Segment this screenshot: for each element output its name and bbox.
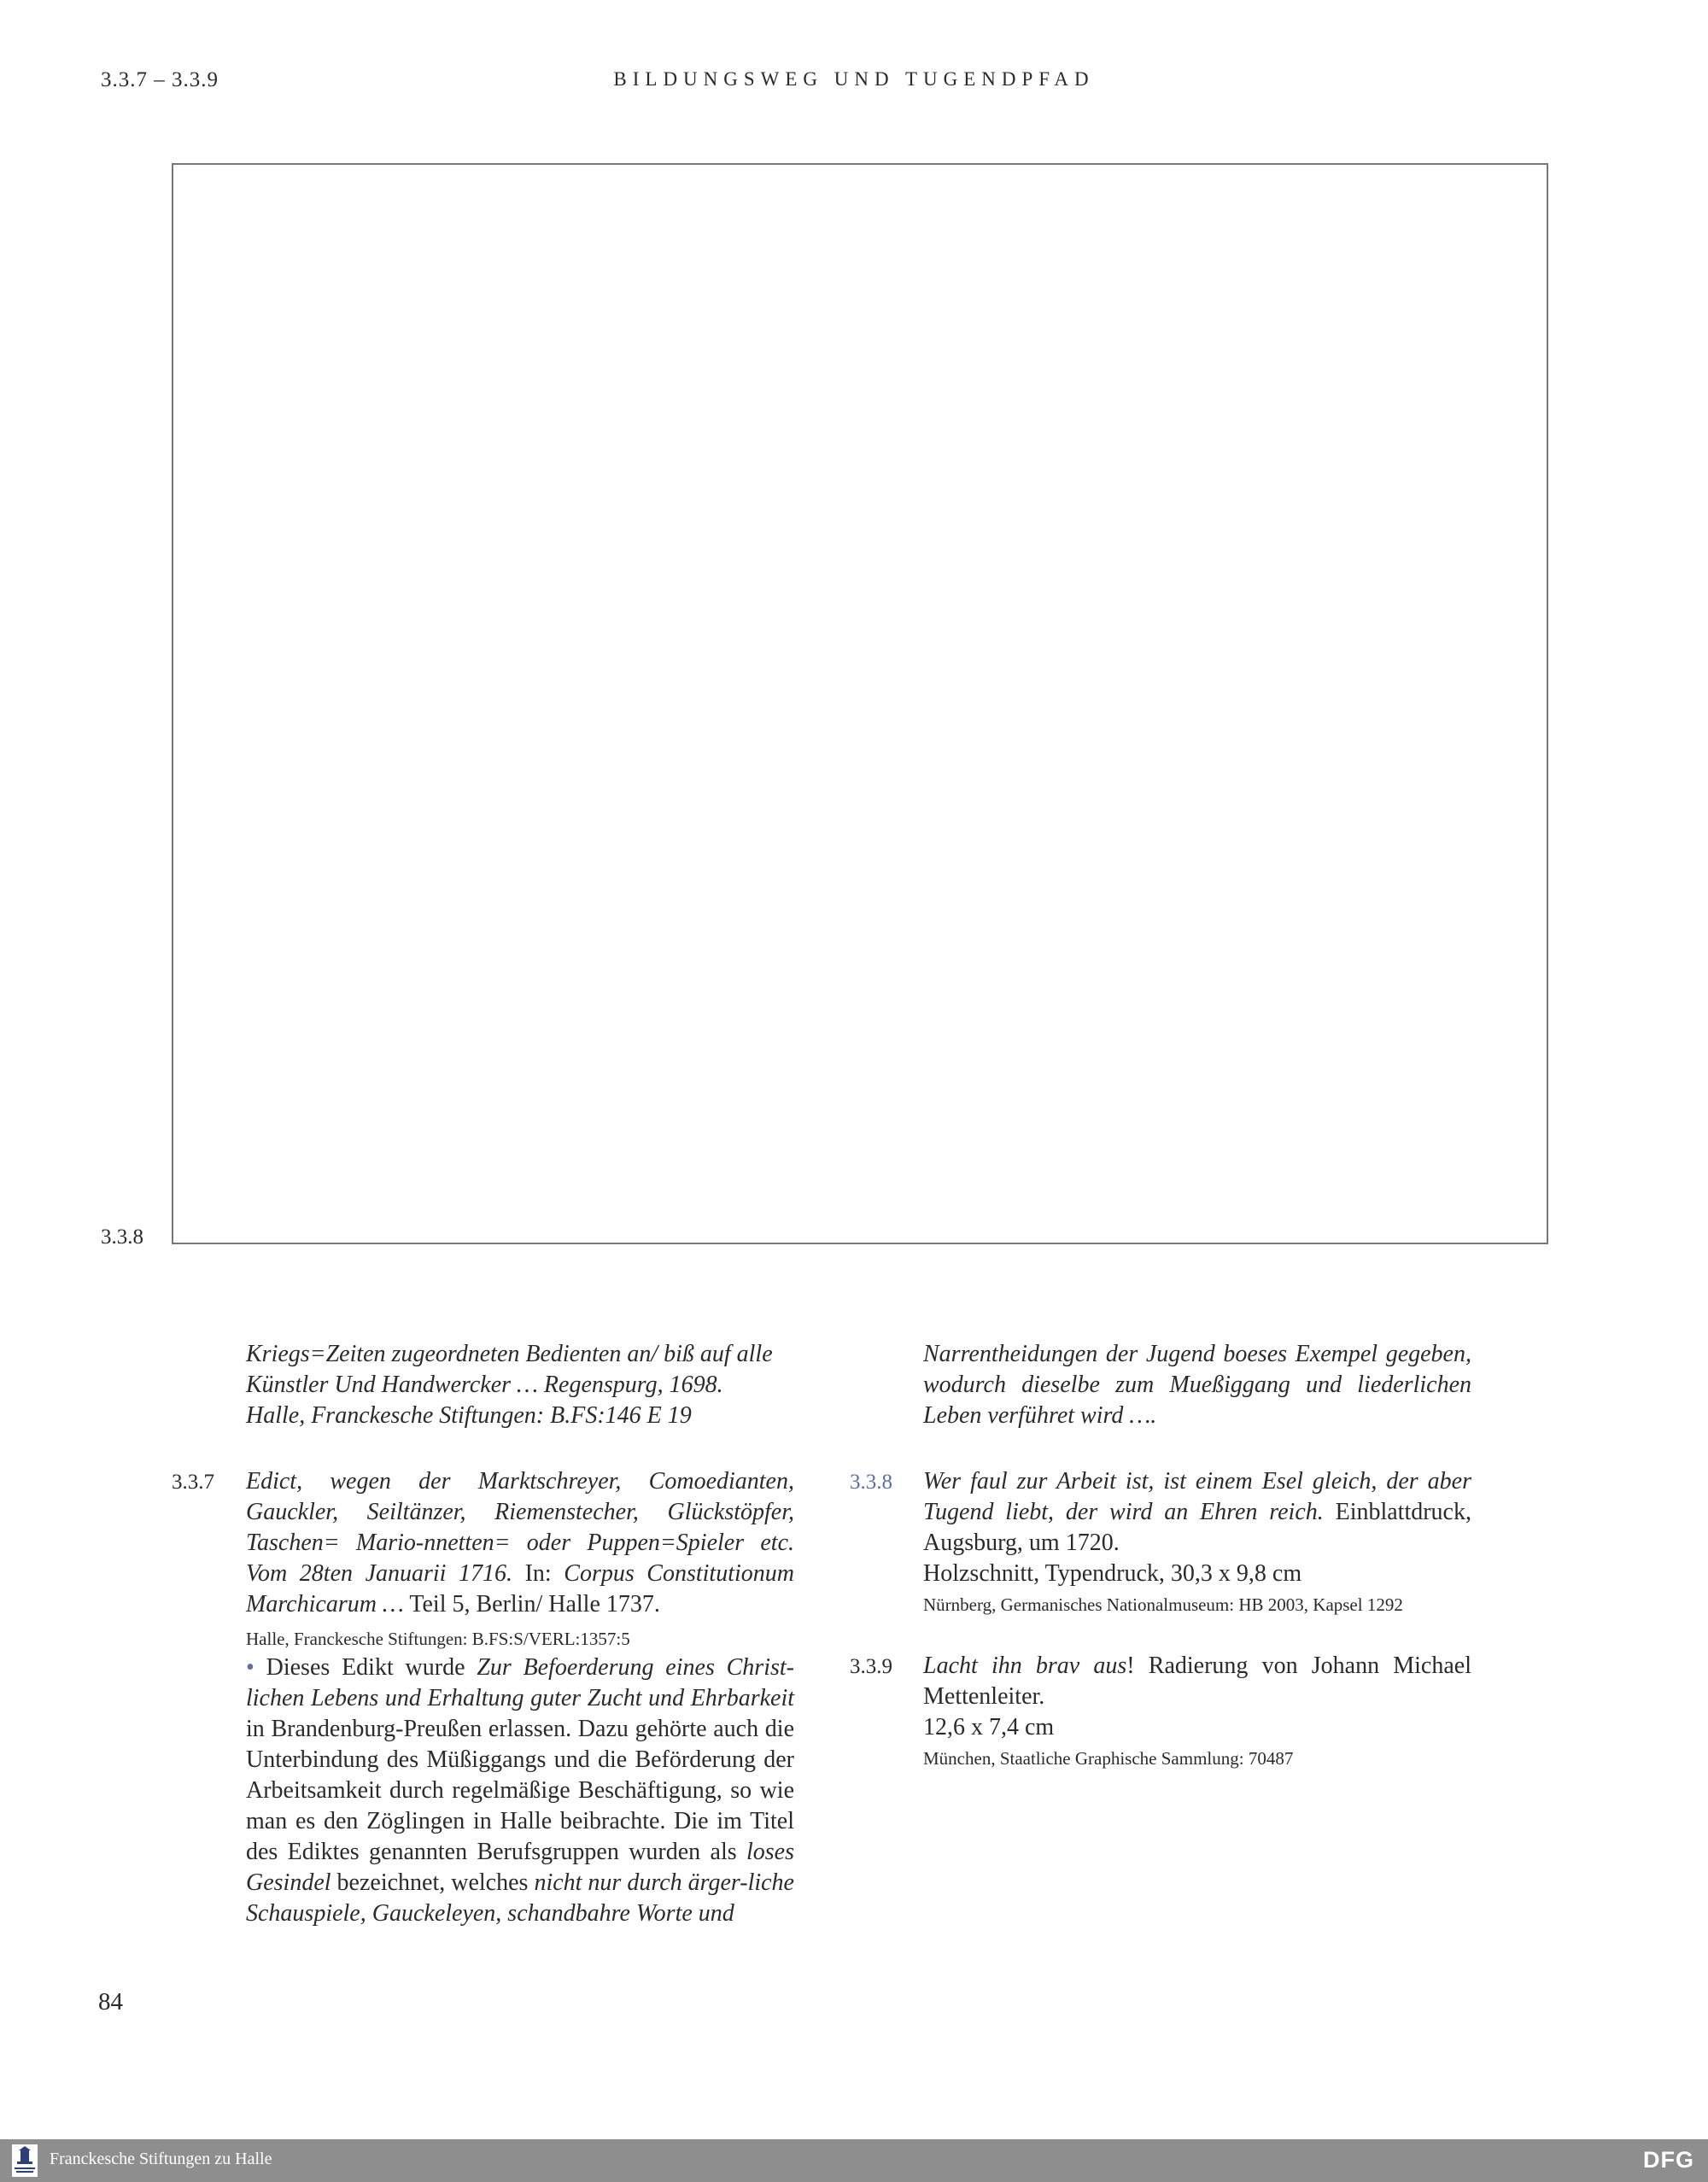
entry-337-corpus: Corpus Constitutionum Marchicarum … — [246, 1560, 794, 1617]
entry-337-source: Halle, Franckesche Stiftungen: B.FS:S/VERL:1357:5 — [246, 1629, 630, 1649]
institution-logo-icon — [12, 2144, 38, 2177]
entry-338 — [923, 1466, 1471, 1618]
entry-337-in: In: — [512, 1560, 564, 1587]
entry-339-size: 12,6 x 7,4 cm — [923, 1714, 1055, 1740]
entry-339 — [923, 1651, 1471, 1772]
entry-337-desc-4: loses Gesindel — [246, 1839, 794, 1896]
left-continuation-source: Halle, Franckesche Stiftungen: B.FS:146 E 19 — [246, 1402, 692, 1429]
figure-label: 3.3.8 — [101, 1226, 143, 1249]
entry-number-337: 3.3.7 — [172, 1471, 214, 1494]
entry-338-citation — [923, 1466, 1471, 1559]
right-continuation — [923, 1339, 1471, 1431]
footer-institution: Franckesche Stiftungen zu Halle — [50, 2150, 272, 2168]
entry-337-desc-3: in Brandenburg-Preußen erlassen. Dazu gehörte auch die Unterbindung des Müßiggangs und die Beförderung der Arbeitsamkeit durch regelmäßige Beschäftigung, so wie man es den Zöglingen in Halle beibrachte. Die im Titel des Ediktes genannten Berufsgruppen wurden als — [246, 1716, 794, 1865]
left-continuation-line-2: Künstler Und Handwercker … Regenspurg, 1698. — [246, 1372, 723, 1398]
entry-337-desc-6: nicht nur durch ärger-liche Schauspiele, Gauckeleyen, schandbahre Worte und — [246, 1869, 794, 1927]
left-continuation — [246, 1339, 794, 1431]
entry-337-desc-5: bezeichnet, welches — [330, 1869, 535, 1896]
entry-337-desc-1: Dieses Edikt wurde — [254, 1654, 477, 1681]
figure-frame — [172, 163, 1548, 1244]
entry-339-title: Lacht ihn brav aus — [923, 1653, 1127, 1679]
entry-337-citation — [246, 1466, 794, 1620]
entry-339-desc: ! Radierung von Johann Michael Mettenleiter. — [923, 1653, 1471, 1710]
page-number: 84 — [98, 1988, 123, 2015]
running-head-title: BILDUNGSWEG UND TUGENDPFAD — [613, 68, 1095, 90]
entry-338-technique: Holzschnitt, Typendruck, 30,3 x 9,8 cm — [923, 1560, 1302, 1587]
entry-337-desc-2: Zur Befoerderung eines Christ-lichen Lebens und Erhaltung guter Zucht und Ehrbarkeit — [246, 1654, 794, 1711]
bullet-icon: • — [246, 1654, 254, 1681]
entry-337 — [246, 1466, 794, 1929]
entry-337-title: Edict, wegen der Marktschreyer, Comoedianten, Gauckler, Seiltänzer, Riemenstecher, Glückstöpfer, Taschen= Mario-nnetten= oder Puppen=Spieler etc. Vom 28ten Januarii 1716. — [246, 1468, 794, 1587]
entry-339-citation — [923, 1651, 1471, 1712]
entry-338-source: Nürnberg, Germanisches Nationalmuseum: HB 2003, Kapsel 1292 — [923, 1594, 1403, 1615]
left-continuation-line-1: Kriegs=Zeiten zugeordneten Bedienten an/ biß auf alle — [246, 1341, 773, 1367]
entry-number-338: 3.3.8 — [850, 1471, 892, 1494]
running-head-range: 3.3.7 – 3.3.9 — [101, 68, 219, 91]
entry-337-rest: Teil 5, Berlin/ Halle 1737. — [403, 1591, 660, 1617]
entry-339-source: München, Staatliche Graphische Sammlung: 70487 — [923, 1748, 1294, 1769]
entry-338-desc: Einblattdruck, Augsburg, um 1720. — [923, 1499, 1471, 1556]
entry-338-title: Wer faul zur Arbeit ist, ist einem Esel gleich, der aber Tugend liebt, der wird an Ehren reich. — [923, 1468, 1471, 1525]
right-continuation-text: Narrentheidungen der Jugend boeses Exempel gegeben, wodurch dieselbe zum Mueßiggang und liederlichen Leben verführet wird …. — [923, 1341, 1471, 1429]
entry-337-description — [246, 1653, 794, 1929]
entry-number-339: 3.3.9 — [850, 1655, 892, 1678]
dfg-logo: DFG — [1643, 2147, 1694, 2173]
